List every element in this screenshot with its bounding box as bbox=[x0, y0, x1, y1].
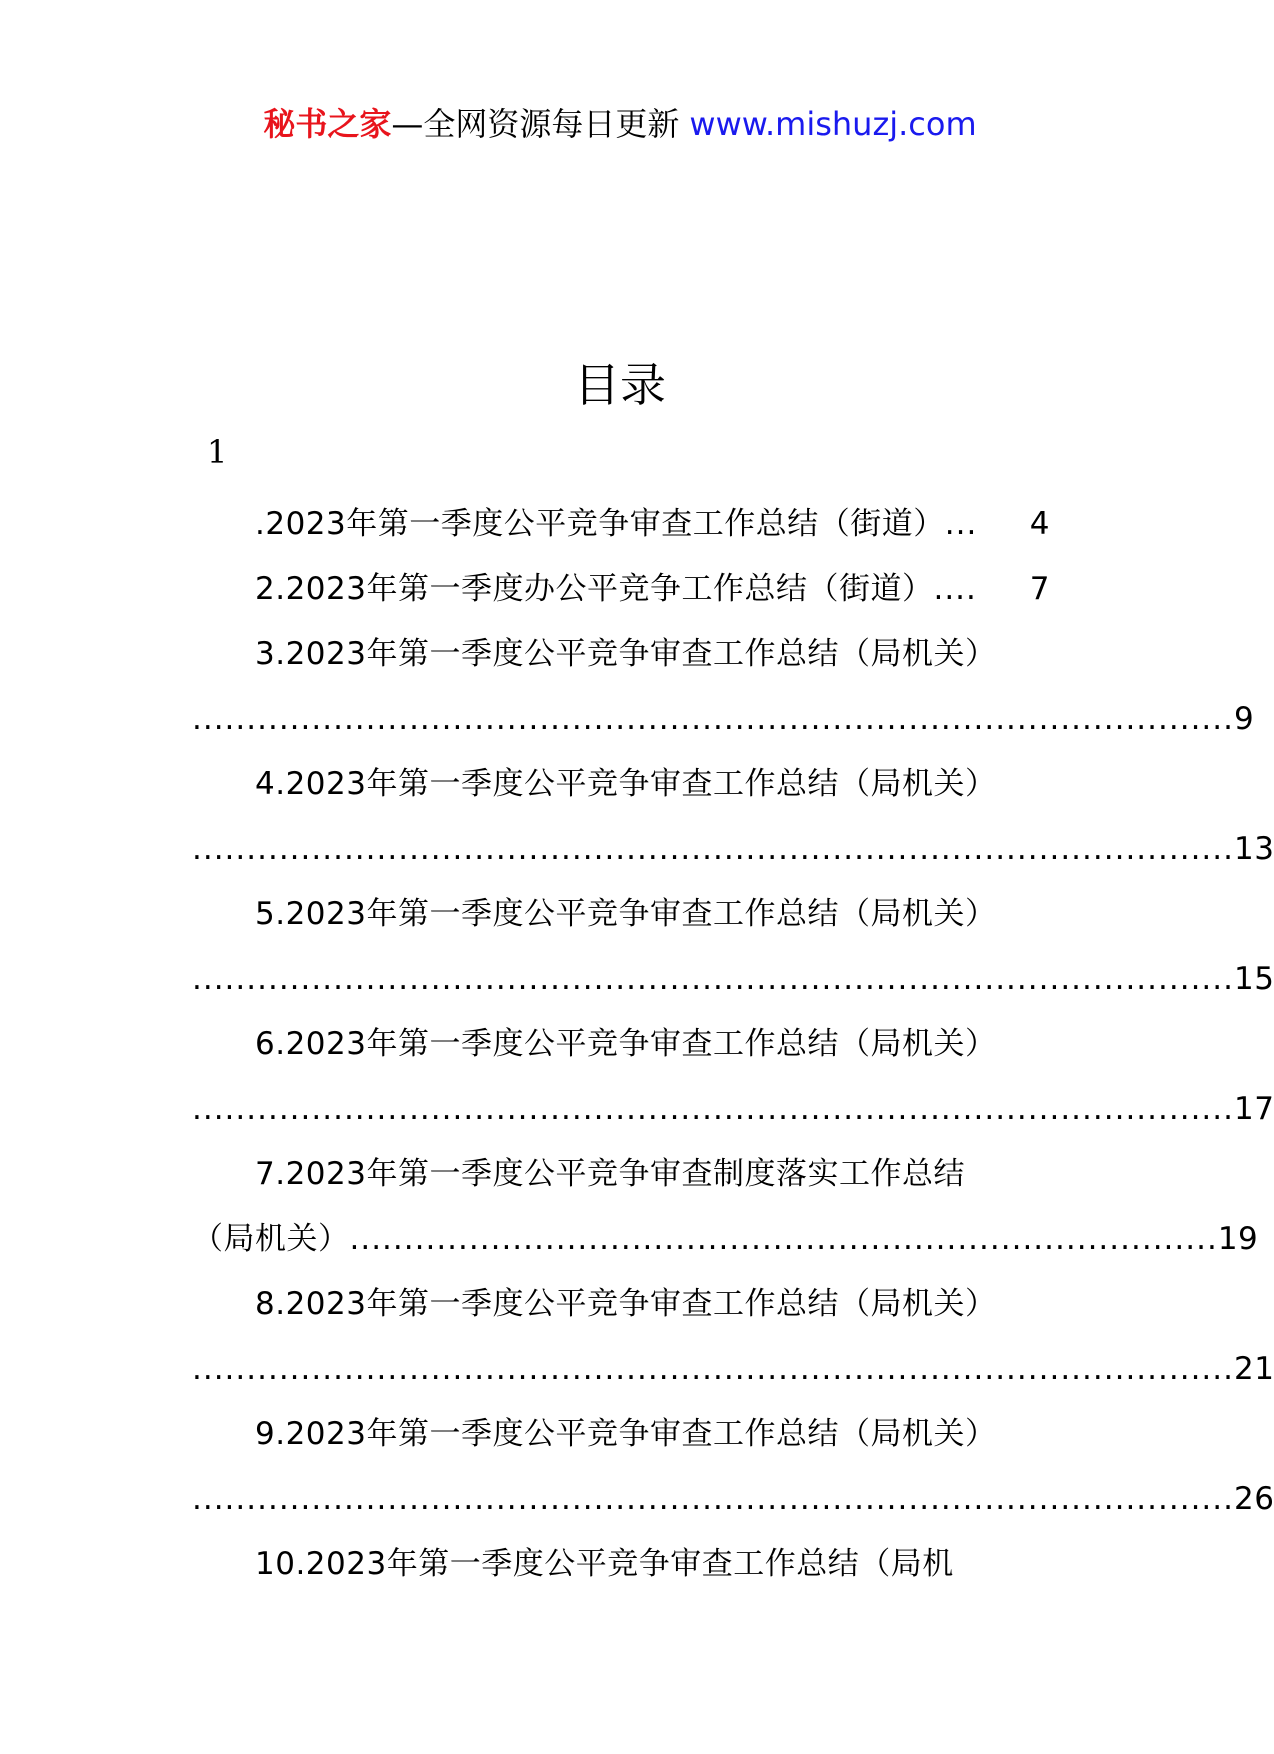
toc-entry-title: 9.2023年第一季度公平竞争审查工作总结（局机关） bbox=[255, 1416, 997, 1452]
toc-entry[interactable] bbox=[192, 1402, 1050, 1467]
toc-entry[interactable] bbox=[192, 1142, 1050, 1207]
toc-entry-continuation[interactable] bbox=[192, 1337, 1274, 1402]
toc-entry-title: 7.2023年第一季度公平竞争审查制度落实工作总结 bbox=[255, 1156, 965, 1192]
toc-leader-dots: ................................................................................................ bbox=[192, 701, 1234, 737]
header-slogan: —全网资源每日更新 bbox=[391, 105, 680, 143]
toc-leader-dots: ... bbox=[944, 506, 978, 542]
toc-page-number: 21 bbox=[1233, 1351, 1274, 1387]
toc-entry-continuation[interactable] bbox=[192, 1077, 1274, 1142]
toc-entry-continuation[interactable] bbox=[192, 817, 1274, 882]
toc-leader-dots: ................................................................................................ bbox=[192, 1351, 1234, 1387]
toc-entry-title: 4.2023年第一季度公平竞争审查工作总结（局机关） bbox=[255, 766, 997, 802]
toc-page-number: 13 bbox=[1233, 831, 1274, 867]
toc-entry-title: 8.2023年第一季度公平竞争审查工作总结（局机关） bbox=[255, 1286, 997, 1322]
toc-entry-continuation[interactable] bbox=[192, 1467, 1274, 1532]
toc-entry[interactable] bbox=[192, 882, 1050, 947]
toc-page-number: 4 bbox=[1029, 506, 1050, 542]
footnote-marker: 1 bbox=[207, 433, 228, 471]
toc-entry[interactable] bbox=[192, 1532, 1050, 1597]
toc-entry[interactable] bbox=[192, 492, 1050, 557]
toc-entry-title: .2023年第一季度公平竞争审查工作总结（街道） bbox=[255, 506, 945, 542]
brand-name: 秘书之家 bbox=[263, 105, 392, 143]
toc-entry-title: 5.2023年第一季度公平竞争审查工作总结（局机关） bbox=[255, 896, 997, 932]
site-url[interactable]: www.mishuzj.com bbox=[689, 105, 977, 143]
toc-entry[interactable] bbox=[192, 1012, 1050, 1077]
toc-leader-dots: ................................................................................................ bbox=[192, 1481, 1234, 1517]
toc-entry[interactable] bbox=[192, 557, 1050, 622]
toc-entry-title: 2.2023年第一季度办公平竞争工作总结（街道） bbox=[255, 571, 934, 607]
toc-entry-continuation[interactable] bbox=[192, 687, 1255, 752]
toc-entry-title: 6.2023年第一季度公平竞争审查工作总结（局机关） bbox=[255, 1026, 997, 1062]
toc-entry-continuation[interactable] bbox=[192, 947, 1274, 1012]
toc-entry-continuation[interactable] bbox=[192, 1207, 1259, 1272]
site-header bbox=[0, 100, 1240, 148]
toc-leader-dots: ................................................................................................ bbox=[192, 831, 1234, 867]
toc-entry-title: 3.2023年第一季度公平竞争审查工作总结（局机关） bbox=[255, 636, 997, 672]
toc-page-number: 15 bbox=[1233, 961, 1274, 997]
toc-page-number: 17 bbox=[1233, 1091, 1274, 1127]
toc-entry-title: 10.2023年第一季度公平竞争审查工作总结（局机 bbox=[255, 1546, 954, 1582]
toc-leader-dots: ................................................................................................ bbox=[192, 961, 1234, 997]
toc-leader-dots: .... bbox=[933, 571, 977, 607]
toc-entry[interactable] bbox=[192, 622, 1050, 687]
toc-page-number: 9 bbox=[1233, 701, 1255, 737]
page-title: 目录 bbox=[574, 358, 666, 412]
toc-leader-dots: ................................................................................................ bbox=[192, 1091, 1234, 1127]
toc-leader-dots: ................................................................................ bbox=[349, 1221, 1218, 1257]
toc-page-number: 19 bbox=[1217, 1221, 1259, 1257]
toc-entry[interactable] bbox=[192, 752, 1050, 817]
toc-entry[interactable] bbox=[192, 1272, 1050, 1337]
toc-page-number: 7 bbox=[1029, 571, 1050, 607]
toc-page-number: 26 bbox=[1233, 1481, 1274, 1517]
toc-entry-title: （局机关） bbox=[192, 1221, 350, 1257]
table-of-contents bbox=[192, 492, 1274, 1597]
